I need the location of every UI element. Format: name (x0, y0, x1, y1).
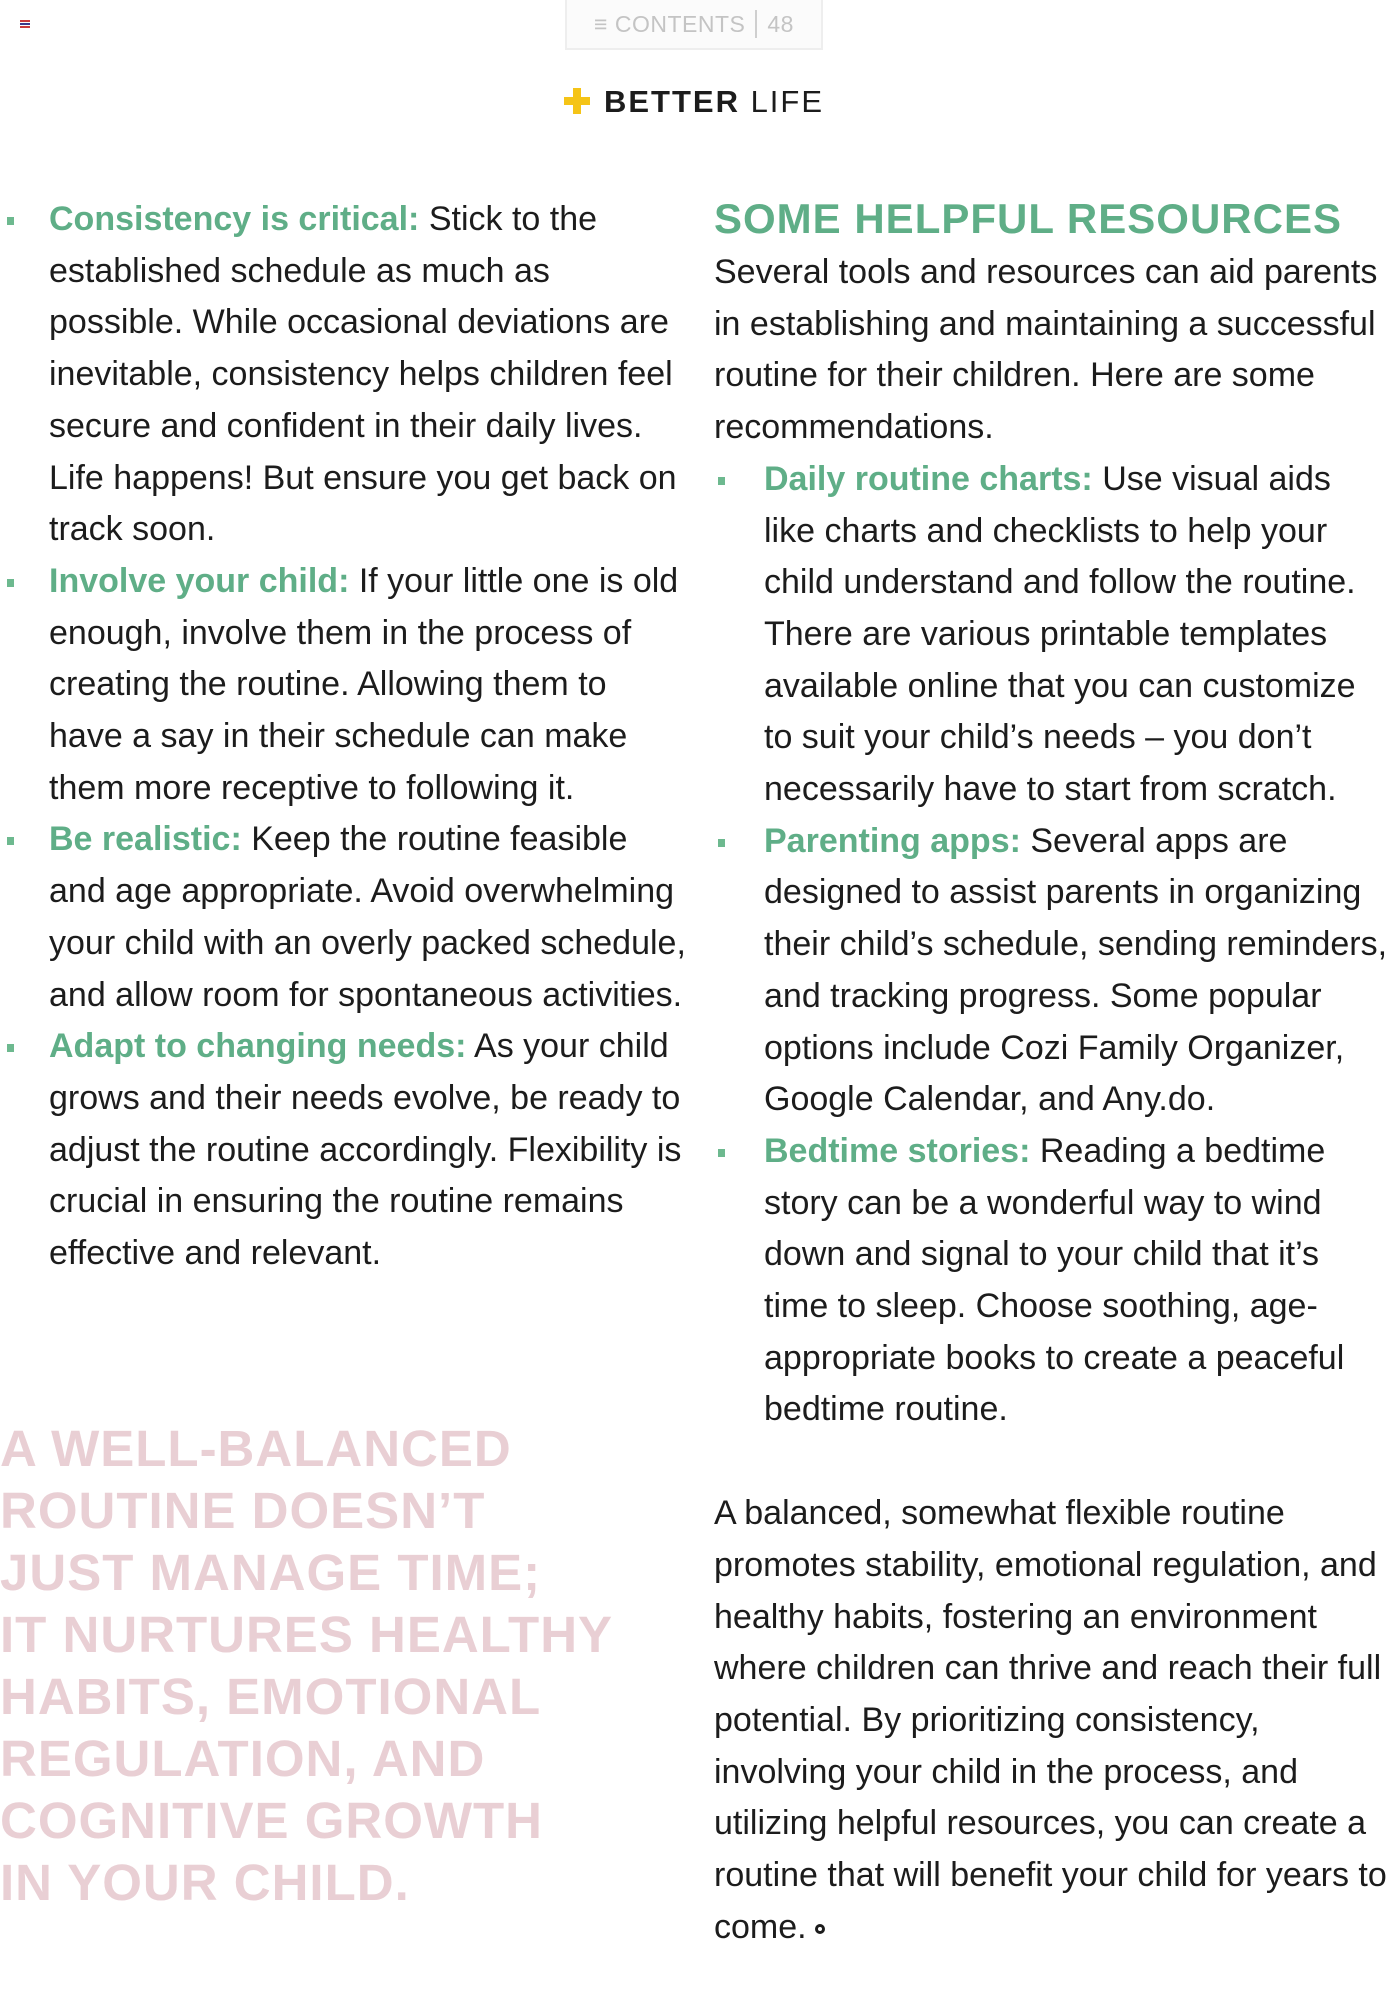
item-text: Reading a bedtime story can be a wonderful way to wind down and signal to your child that it’s time to sleep. Choose soothing, age-appropriate books to create a peaceful bedtime routine. (764, 1131, 1345, 1429)
item-text: As your child grows and their needs evolve, be ready to adjust the routine accordingly. Flexibility is crucial in ensuring the routine remains effective and relevant. (49, 1027, 682, 1273)
tips-list (49, 194, 689, 1280)
resources-heading: SOME HELPFUL RESOURCES (714, 195, 1342, 242)
right-column (714, 194, 1388, 1954)
end-of-article-icon (815, 1924, 825, 1934)
conclusion-paragraph (714, 1488, 1388, 1953)
resources-list (714, 454, 1388, 1436)
item-label: Involve your child: (49, 561, 350, 600)
section-title-rest: LIFE (739, 84, 825, 119)
list-item (714, 454, 1388, 816)
pull-quote-line: JUST MANAGE TIME; (0, 1544, 542, 1601)
pull-quote-line: IT NURTURES HEALTHY (0, 1606, 614, 1663)
plus-icon (564, 88, 590, 114)
list-item (714, 816, 1388, 1126)
item-label: Adapt to changing needs: (49, 1027, 467, 1066)
pull-quote-line: REGULATION, AND (0, 1730, 486, 1787)
item-label: Be realistic: (49, 820, 242, 859)
item-label: Parenting apps: (764, 821, 1021, 860)
pull-quote-line: ROUTINE DOESN’T (0, 1482, 486, 1539)
left-column (49, 194, 689, 1280)
list-item (49, 814, 689, 1021)
item-label: Bedtime stories: (764, 1131, 1031, 1170)
list-item (49, 1021, 689, 1280)
conclusion-text: A balanced, somewhat flexible routine promotes stability, emotional regulation, and healthy habits, fostering an environment where children can thrive and reach their full potential. By prioritizing consistency, involving your child in the process, and utilizing helpful resources, you can create a routine that will benefit your child for years to come. (714, 1494, 1387, 1946)
list-item (49, 556, 689, 815)
item-label: Consistency is critical: (49, 200, 420, 238)
hamburger-menu-icon[interactable] (20, 20, 30, 28)
pull-quote-line: HABITS, EMOTIONAL (0, 1668, 542, 1725)
pull-quote-line: COGNITIVE GROWTH (0, 1792, 543, 1849)
item-text: Use visual aids like charts and checklists to help your child understand and follow the routine. There are various printable templates available online that you can customize to suit your child’s needs – you don’t necessarily have to start from scratch. (764, 459, 1356, 809)
pull-quote-line: IN YOUR CHILD. (0, 1854, 410, 1911)
page-number: 48 (767, 10, 794, 37)
section-title-bold: BETTER (603, 84, 740, 119)
contents-tab[interactable] (565, 0, 823, 50)
item-text: If your little one is old enough, involve them in the process of creating the routine. Allowing them to have a say in their schedule can make them more receptive to following it. (49, 561, 679, 807)
list-item (49, 194, 689, 556)
resources-intro: Several tools and resources can aid parents in establishing and maintaining a successful routine for their children. Here are some recommendations. (714, 253, 1378, 447)
section-header (0, 84, 1388, 120)
divider (755, 10, 757, 38)
item-text: Stick to the established schedule as much as possible. While occasional deviations are inevitable, consistency helps children feel secure and confident in their daily lives. Life happens! But ensure you get back on track soon. (49, 200, 677, 549)
item-label: Daily routine charts: (764, 459, 1093, 498)
contents-label: ≡ CONTENTS (594, 10, 746, 37)
list-item (714, 1126, 1388, 1436)
pull-quote-line: A WELL-BALANCED (0, 1420, 512, 1477)
pull-quote (0, 1418, 660, 1914)
item-text: Keep the routine feasible and age appropriate. Avoid overwhelming your child with an overly packed schedule, and allow room for spontaneous activities. (49, 820, 686, 1014)
item-text: Several apps are designed to assist parents in organizing their child’s schedule, sending reminders, and tracking progress. Some popular options include Cozi Family Organizer, Google Calendar, and Any.do. (764, 821, 1388, 1119)
